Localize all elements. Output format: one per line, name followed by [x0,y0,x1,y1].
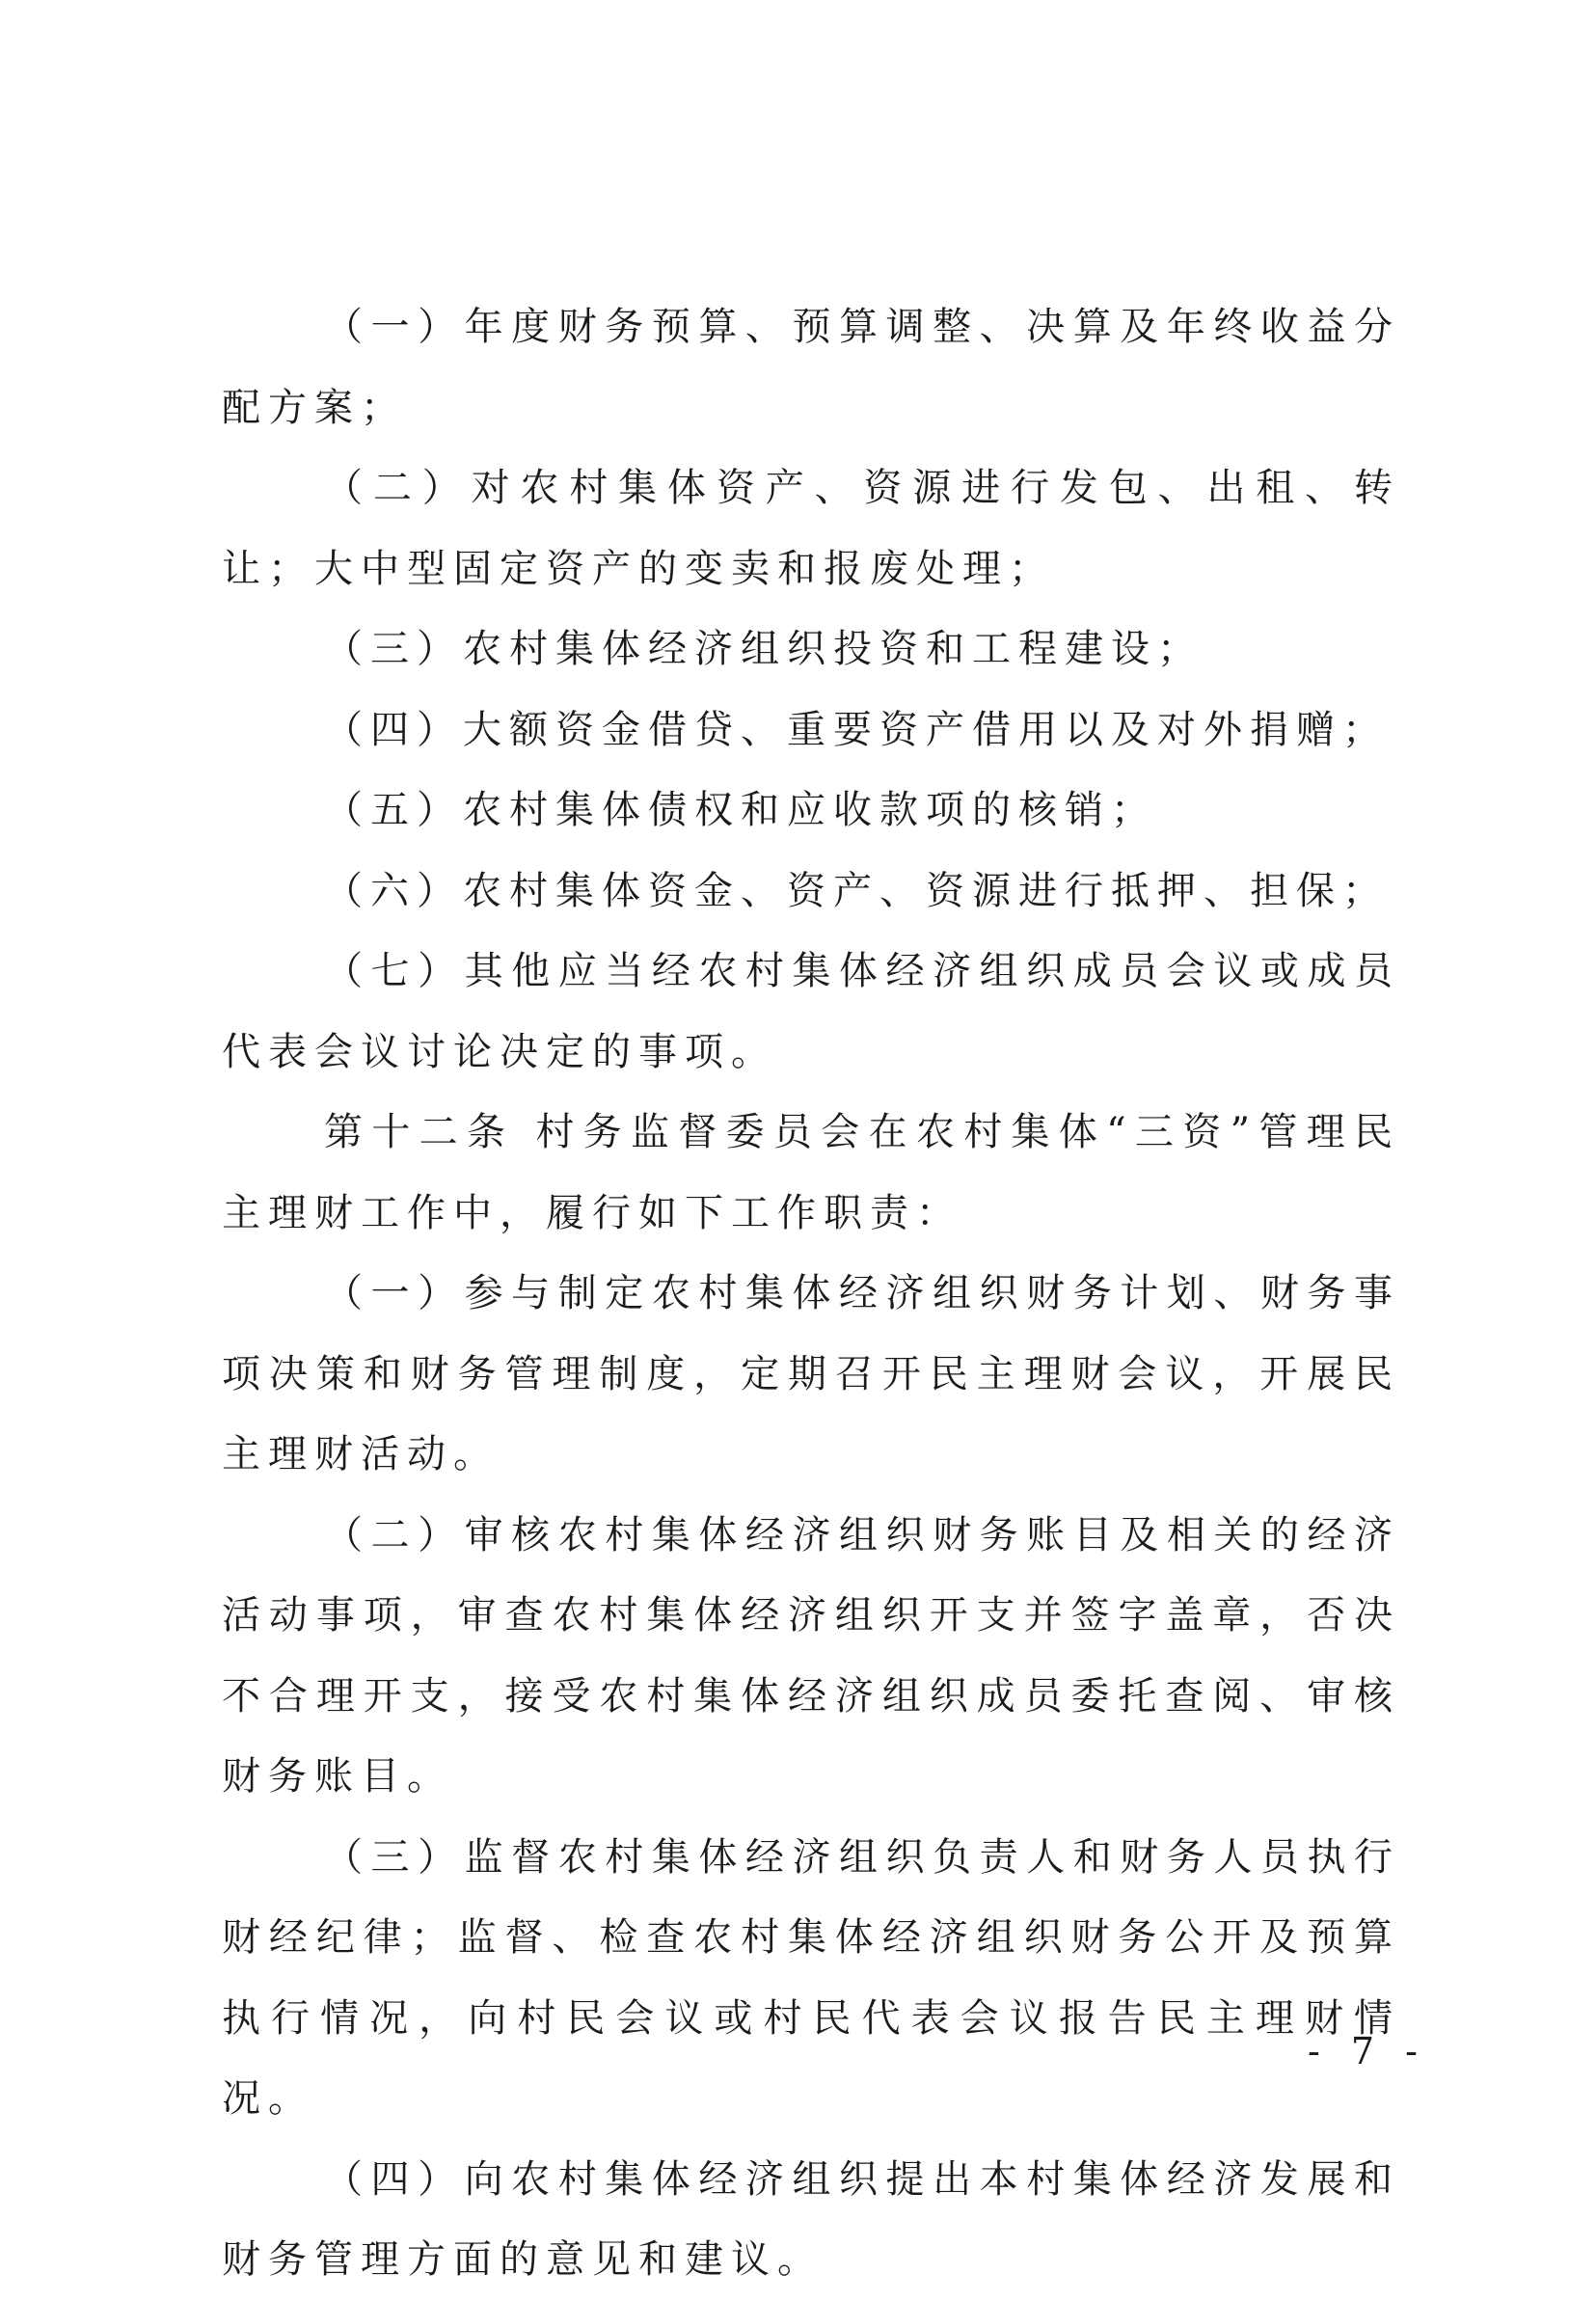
duty-item-4: （四）向农村集体经济组织提出本村集体经济发展和财务管理方面的意见和建议。 [222,2156,1400,2282]
paragraph-item-6: （六）农村集体资金、资产、资源进行抵押、担保； [324,868,1389,913]
duty-item-3: （三）监督农村集体经济组织负责人和财务人员执行财经纪律；监督、检查农村集体经济组织财务公开及预算执行情况，向村民会议或村民代表会议报告民主理财情况。 [222,1834,1400,2121]
paragraph-item-5: （五）农村集体债权和应收款项的核销； [324,788,1157,832]
document-body [222,287,1400,2301]
paragraph-item-4: （四）大额资金借贷、重要资产借用以及对外捐赠； [324,707,1389,752]
paragraph-item-3: （三）农村集体经济组织投资和工程建设； [324,627,1204,671]
paragraph-item-7: （七）其他应当经农村集体经济组织成员会议或成员代表会议讨论决定的事项。 [222,949,1400,1074]
paragraph-item-1: （一）年度财务预算、预算调整、决算及年终收益分配方案； [222,305,1400,430]
duty-item-1: （一）参与制定农村集体经济组织财务计划、财务事项决策和财务管理制度，定期召开民主理财会议，开展民主理财活动。 [222,1271,1400,1476]
duty-item-2: （二）审核农村集体经济组织财务账目及相关的经济活动事项，审查农村集体经济组织开支并签字盖章，否决不合理开支，接受农村集体经济组织成员委托查阅、审核财务账目。 [222,1512,1400,1799]
article-twelve-heading: 第十二条 村务监督委员会在农村集体“三资”管理民主理财工作中，履行如下工作职责： [222,1110,1400,1235]
page-number: - 7 - [1307,2030,1427,2072]
paragraph-item-2: （二）对农村集体资产、资源进行发包、出租、转让；大中型固定资产的变卖和报废处理； [222,466,1400,591]
